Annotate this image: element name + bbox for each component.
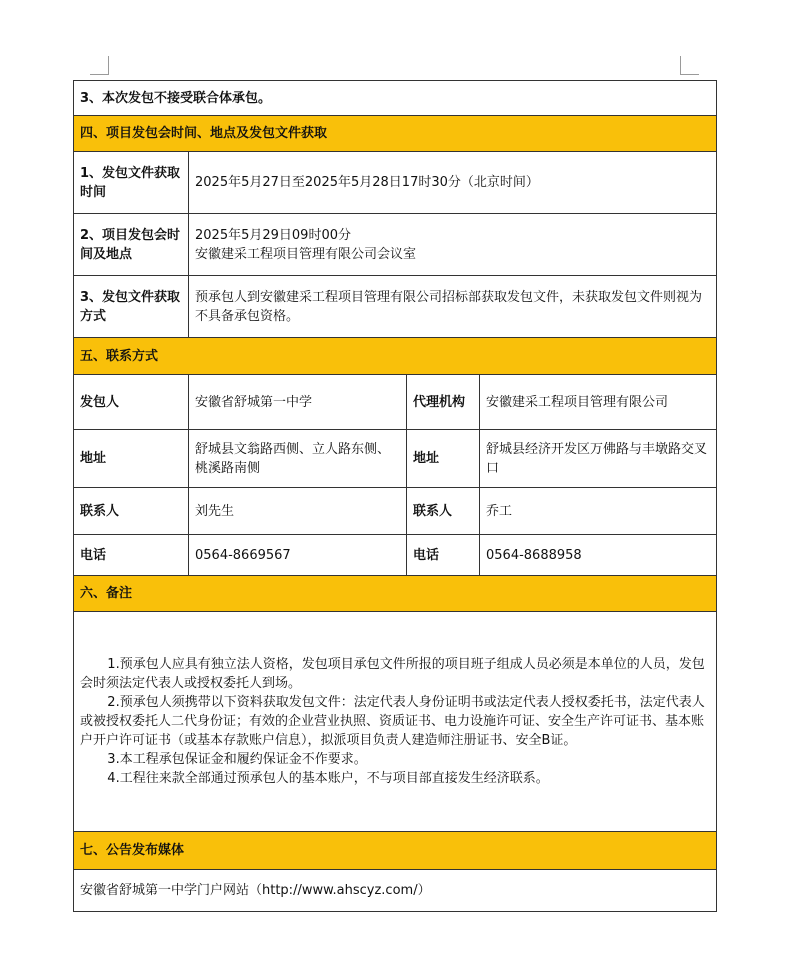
union-note: 3、本次发包不接受联合体承包。 [74, 81, 717, 116]
contact-value: 0564-8669567 [189, 535, 407, 576]
info-value [189, 214, 717, 276]
section-6-header [74, 576, 717, 612]
media-row [74, 870, 717, 912]
info-row [74, 214, 717, 276]
info-label: 1、发包文件获取时间 [74, 152, 189, 214]
contact-label: 地址 [407, 430, 480, 488]
info-row [74, 276, 717, 338]
media-value: 安徽省舒城第一中学门户网站（http://www.ahscyz.com/） [74, 870, 717, 912]
info-value-line: 预承包人到安徽建采工程项目管理有限公司招标部获取发包文件，未获取发包文件则视为不具备承包资格。 [195, 289, 703, 324]
info-value-line: 安徽建采工程项目管理有限公司会议室 [195, 246, 417, 262]
contact-label: 地址 [74, 430, 189, 488]
contact-value: 安徽建采工程项目管理有限公司 [480, 375, 717, 430]
page-corner-mark-right [680, 56, 699, 75]
note-item: 3.本工程承包保证金和履约保证金不作要求。 [107, 752, 367, 767]
info-label: 2、项目发包会时间及地点 [74, 214, 189, 276]
info-value-line: 2025年5月27日至2025年5月28日17时30分（北京时间） [195, 175, 539, 190]
info-row [74, 152, 717, 214]
contact-value: 刘先生 [189, 488, 407, 535]
notes-row [74, 612, 717, 832]
contact-label: 电话 [74, 535, 189, 576]
page-corner-mark-left [90, 56, 109, 75]
union-row [74, 81, 717, 116]
info-label: 3、发包文件获取方式 [74, 276, 189, 338]
note-item: 1.预承包人应具有独立法人资格，发包项目承包文件所报的项目班子组成人员必须是本单位的人员，发包会时须法定代表人或授权委托人到场。 [80, 657, 705, 691]
contact-row [74, 430, 717, 488]
contact-row [74, 375, 717, 430]
section-6-title: 六、备注 [74, 576, 717, 612]
contact-value: 舒城县经济开发区万佛路与丰墩路交叉口 [480, 430, 717, 488]
section-7-title: 七、公告发布媒体 [74, 832, 717, 870]
note-item: 2.预承包人须携带以下资料获取发包文件：法定代表人身份证明书或法定代表人授权委托书，法定代表人或被授权委托人二代身份证；有效的企业营业执照、资质证书、电力设施许可证、安全生产许可证书、基本账户开户许可证书（或基本存款账户信息），拟派项目负责人建造师注册证书、安全B证。 [80, 695, 705, 748]
notes-cell [74, 612, 717, 832]
contact-row [74, 488, 717, 535]
announcement-table [73, 80, 717, 912]
section-5-header [74, 338, 717, 375]
section-4-header [74, 116, 717, 152]
section-4-title: 四、项目发包会时间、地点及发包文件获取 [74, 116, 717, 152]
contact-value: 舒城县文翁路西侧、立人路东侧、桃溪路南侧 [189, 430, 407, 488]
info-value [189, 276, 717, 338]
contact-row [74, 535, 717, 576]
info-value [189, 152, 717, 214]
contact-label: 代理机构 [407, 375, 480, 430]
contact-value: 安徽省舒城第一中学 [189, 375, 407, 430]
contact-label: 发包人 [74, 375, 189, 430]
contact-label: 联系人 [74, 488, 189, 535]
contact-label: 电话 [407, 535, 480, 576]
contact-label: 联系人 [407, 488, 480, 535]
section-7-header [74, 832, 717, 870]
contact-value: 0564-8688958 [480, 535, 717, 576]
section-5-title: 五、联系方式 [74, 338, 717, 375]
note-item: 4.工程往来款全部通过预承包人的基本账户，不与项目部直接发生经济联系。 [107, 771, 549, 786]
contact-value: 乔工 [480, 488, 717, 535]
info-value-line: 2025年5月29日09时00分 [195, 227, 351, 243]
